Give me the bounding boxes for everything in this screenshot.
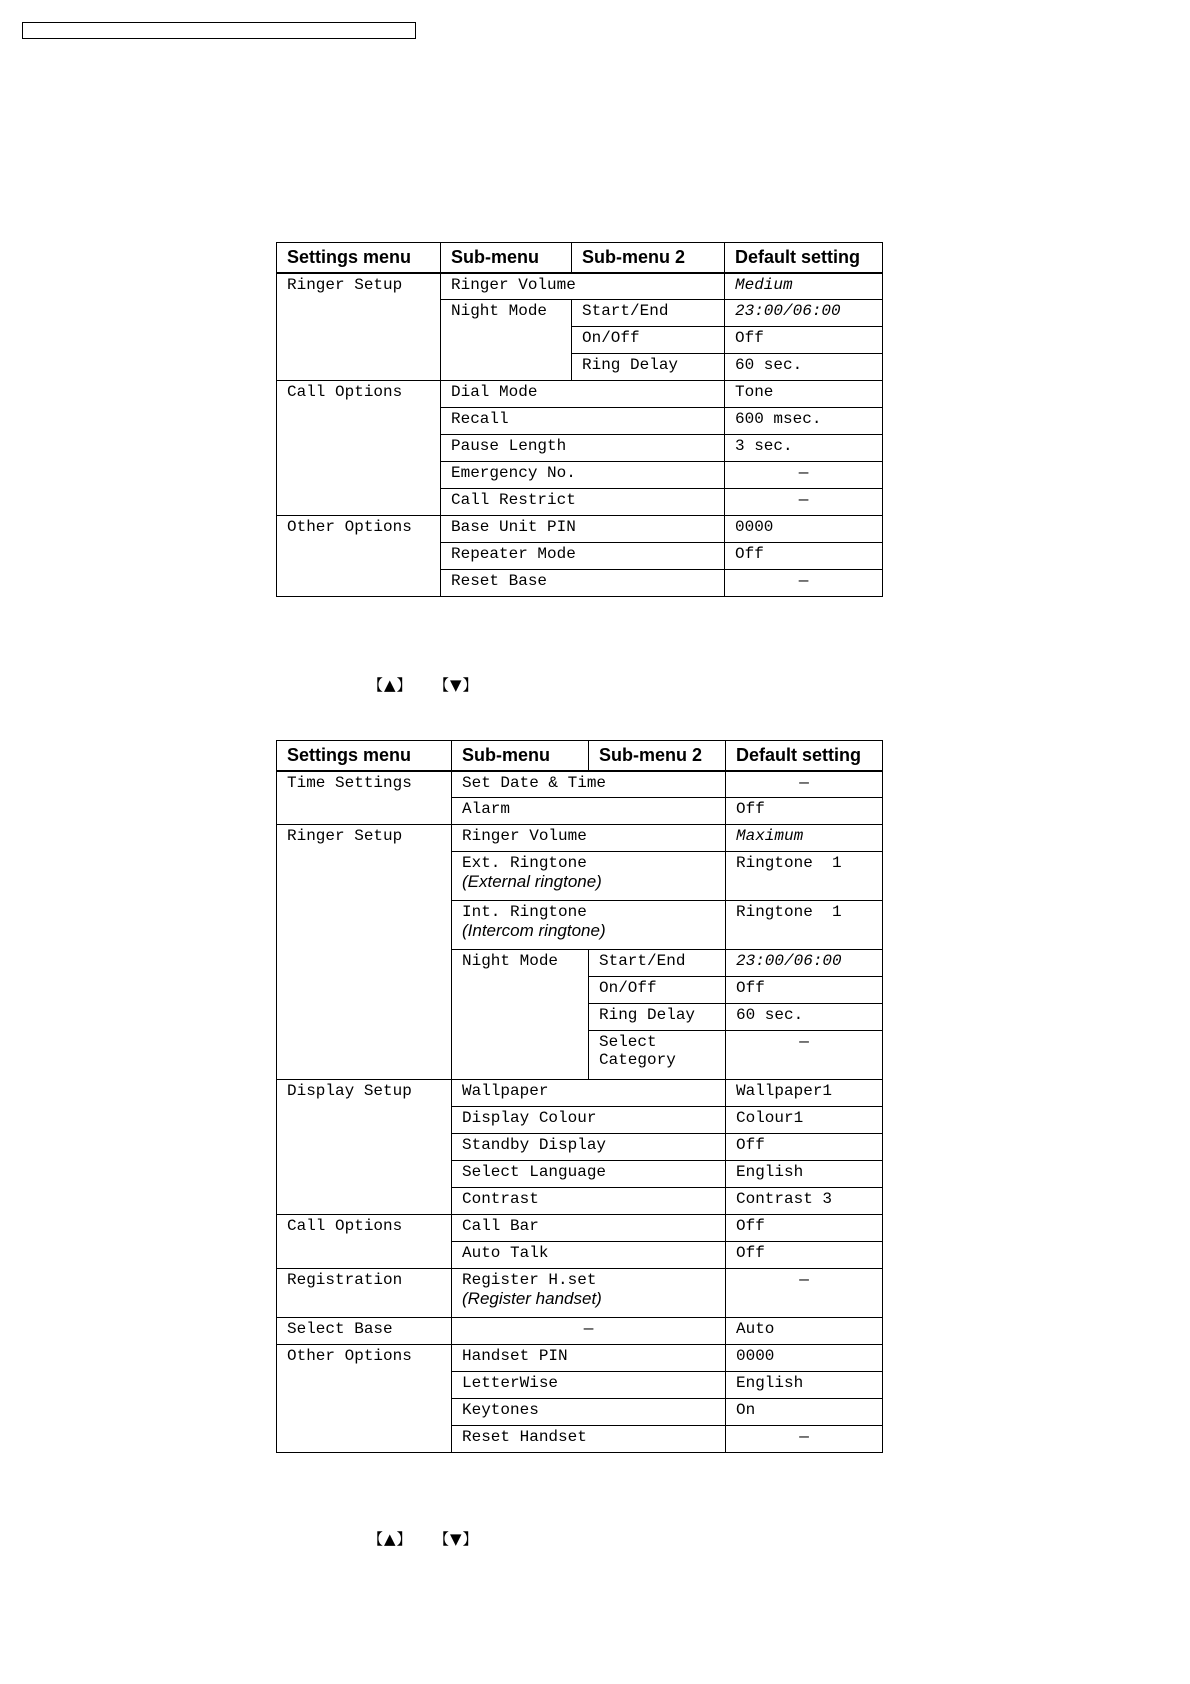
sub-ext-ringtone-label: Ext. Ringtone — [462, 854, 587, 872]
menu-other-options: Other Options — [277, 1345, 452, 1453]
default-ring-delay: 60 sec. — [725, 354, 883, 381]
default-set-date-time: — — [726, 771, 883, 798]
default-display-colour: Colour1 — [726, 1107, 883, 1134]
menu-call-options: Call Options — [277, 1215, 452, 1269]
sub-select-base: — — [452, 1318, 726, 1345]
default-standby-display: Off — [726, 1134, 883, 1161]
default-recall: 600 msec. — [725, 408, 883, 435]
sub-contrast: Contrast — [452, 1188, 726, 1215]
sub-ringer-volume: Ringer Volume — [441, 273, 725, 300]
default-handset-pin: 0000 — [726, 1345, 883, 1372]
menu-display-setup: Display Setup — [277, 1080, 452, 1215]
sub-set-date-time: Set Date & Time — [452, 771, 726, 798]
sub-emergency-no: Emergency No. — [441, 462, 725, 489]
table-row — [277, 771, 883, 798]
header-sub-menu: Sub-menu — [452, 741, 589, 771]
sub-dial-mode: Dial Mode — [441, 381, 725, 408]
default-wallpaper: Wallpaper1 — [726, 1080, 883, 1107]
sub-call-bar: Call Bar — [452, 1215, 726, 1242]
header-settings-menu: Settings menu — [277, 243, 441, 273]
default-select-category: — — [726, 1031, 883, 1080]
menu-call-options: Call Options — [277, 381, 441, 516]
sub-ext-ringtone-note: (External ringtone) — [462, 872, 602, 891]
menu-registration: Registration — [277, 1269, 452, 1318]
navigation-keys-2 — [368, 1528, 500, 1549]
default-select-language: English — [726, 1161, 883, 1188]
sub2-ring-delay: Ring Delay — [589, 1004, 726, 1031]
default-ringer-volume: Medium — [725, 273, 883, 300]
sub-register-hset-label: Register H.set — [462, 1271, 597, 1289]
default-start-end: 23:00/06:00 — [725, 300, 883, 327]
table-row — [277, 1215, 883, 1242]
settings-table-base-unit — [276, 242, 883, 597]
default-emergency-no: — — [725, 462, 883, 489]
sub-display-colour: Display Colour — [452, 1107, 726, 1134]
default-base-unit-pin: 0000 — [725, 516, 883, 543]
down-arrow-key-icon: 【▼】 — [434, 1530, 479, 1548]
sub-int-ringtone — [452, 901, 726, 950]
sub2-start-end: Start/End — [572, 300, 725, 327]
header-sub-menu-2: Sub-menu 2 — [589, 741, 726, 771]
sub-ext-ringtone — [452, 852, 726, 901]
default-int-ringtone: Ringtone 1 — [726, 901, 883, 950]
header-default-setting: Default setting — [726, 741, 883, 771]
sub-call-restrict: Call Restrict — [441, 489, 725, 516]
default-letterwise: English — [726, 1372, 883, 1399]
default-call-bar: Off — [726, 1215, 883, 1242]
sub2-select-category-line2: Category — [599, 1051, 676, 1069]
menu-select-base: Select Base — [277, 1318, 452, 1345]
settings-table-handset — [276, 740, 883, 1453]
default-ring-delay: 60 sec. — [726, 1004, 883, 1031]
table-row — [277, 1345, 883, 1372]
default-select-base: Auto — [726, 1318, 883, 1345]
header-box — [22, 22, 416, 39]
up-arrow-key-icon: 【▲】 — [368, 676, 413, 694]
sub2-on-off: On/Off — [589, 977, 726, 1004]
sub-wallpaper: Wallpaper — [452, 1080, 726, 1107]
default-register-hset: — — [726, 1269, 883, 1318]
sub-register-hset — [452, 1269, 726, 1318]
menu-time-settings: Time Settings — [277, 771, 452, 825]
default-keytones: On — [726, 1399, 883, 1426]
sub-pause-length: Pause Length — [441, 435, 725, 462]
sub-int-ringtone-label: Int. Ringtone — [462, 903, 587, 921]
default-pause-length: 3 sec. — [725, 435, 883, 462]
sub-letterwise: LetterWise — [452, 1372, 726, 1399]
default-repeater-mode: Off — [725, 543, 883, 570]
default-ext-ringtone: Ringtone 1 — [726, 852, 883, 901]
header-settings-menu: Settings menu — [277, 741, 452, 771]
sub-register-hset-note: (Register handset) — [462, 1289, 602, 1308]
table-row — [277, 381, 883, 408]
sub2-on-off: On/Off — [572, 327, 725, 354]
sub-night-mode: Night Mode — [452, 950, 589, 1080]
default-call-restrict: — — [725, 489, 883, 516]
table-header-row — [277, 741, 883, 771]
sub-keytones: Keytones — [452, 1399, 726, 1426]
default-start-end: 23:00/06:00 — [726, 950, 883, 977]
sub-recall: Recall — [441, 408, 725, 435]
header-sub-menu: Sub-menu — [441, 243, 572, 273]
sub-base-unit-pin: Base Unit PIN — [441, 516, 725, 543]
table-row — [277, 273, 883, 300]
default-alarm: Off — [726, 798, 883, 825]
table-row — [277, 1269, 883, 1318]
down-arrow-key-icon: 【▼】 — [434, 676, 479, 694]
sub2-select-category-line1: Select — [599, 1033, 657, 1051]
menu-ringer-setup: Ringer Setup — [277, 825, 452, 1080]
default-ringer-volume: Maximum — [726, 825, 883, 852]
default-auto-talk: Off — [726, 1242, 883, 1269]
table-row — [277, 825, 883, 852]
sub-reset-base: Reset Base — [441, 570, 725, 597]
default-reset-base: — — [725, 570, 883, 597]
sub-reset-handset: Reset Handset — [452, 1426, 726, 1453]
up-arrow-key-icon: 【▲】 — [368, 1530, 413, 1548]
table-row — [277, 516, 883, 543]
navigation-keys-1 — [368, 674, 500, 695]
sub-standby-display: Standby Display — [452, 1134, 726, 1161]
sub-repeater-mode: Repeater Mode — [441, 543, 725, 570]
default-on-off: Off — [726, 977, 883, 1004]
header-sub-menu-2: Sub-menu 2 — [572, 243, 725, 273]
table-header-row — [277, 243, 883, 273]
default-reset-handset: — — [726, 1426, 883, 1453]
sub-select-language: Select Language — [452, 1161, 726, 1188]
sub2-start-end: Start/End — [589, 950, 726, 977]
sub-night-mode: Night Mode — [441, 300, 572, 381]
table-row — [277, 1318, 883, 1345]
sub2-ring-delay: Ring Delay — [572, 354, 725, 381]
table-row — [277, 1080, 883, 1107]
sub2-select-category — [589, 1031, 726, 1080]
menu-other-options: Other Options — [277, 516, 441, 597]
sub-int-ringtone-note: (Intercom ringtone) — [462, 921, 606, 940]
sub-handset-pin: Handset PIN — [452, 1345, 726, 1372]
menu-ringer-setup: Ringer Setup — [277, 273, 441, 381]
header-default-setting: Default setting — [725, 243, 883, 273]
sub-ringer-volume: Ringer Volume — [452, 825, 726, 852]
default-on-off: Off — [725, 327, 883, 354]
default-contrast: Contrast 3 — [726, 1188, 883, 1215]
sub-alarm: Alarm — [452, 798, 726, 825]
default-dial-mode: Tone — [725, 381, 883, 408]
sub-auto-talk: Auto Talk — [452, 1242, 726, 1269]
